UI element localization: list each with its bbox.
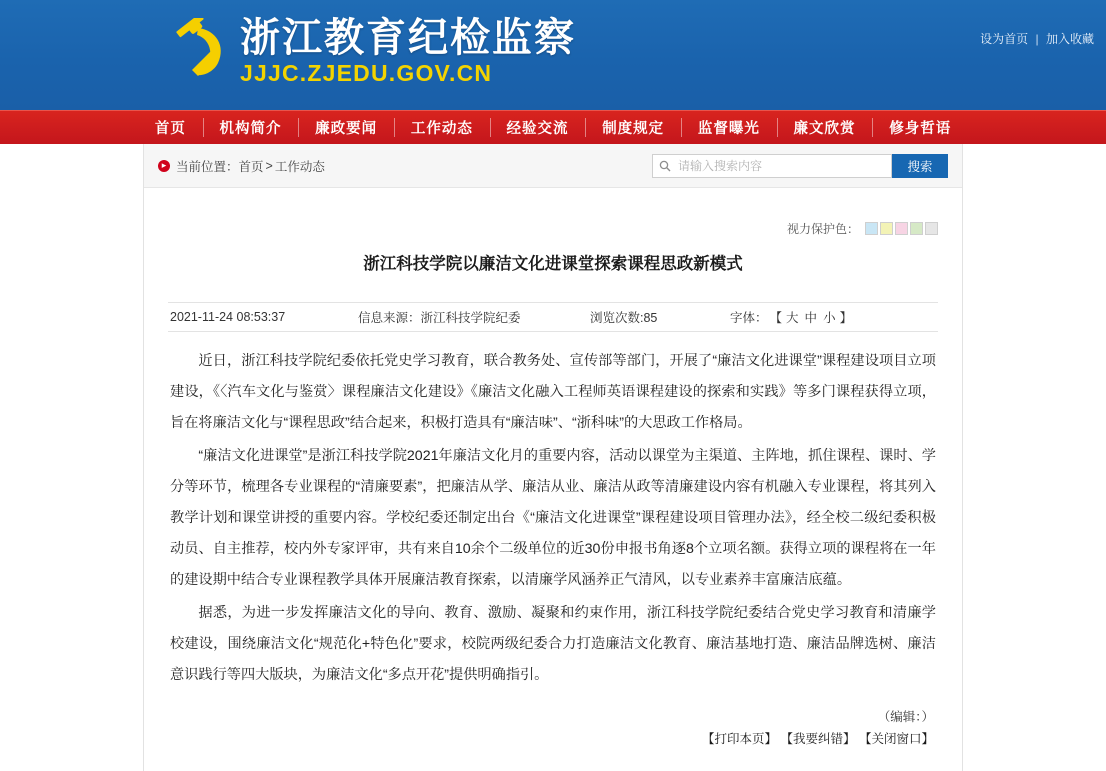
breadcrumb-marker-icon: ▸	[158, 160, 170, 172]
header-utility-links	[980, 30, 1094, 47]
search-area	[652, 154, 948, 178]
eye-protection-swatches	[863, 222, 938, 235]
article-views-count: 85	[643, 311, 658, 326]
breadcrumb-bar	[144, 144, 962, 188]
nav-item-organization[interactable]: 机构简介	[203, 111, 299, 144]
article-source-value: 浙江科技学院纪委	[420, 311, 521, 326]
set-homepage-link[interactable]: 设为首页	[980, 32, 1029, 46]
article-paragraph: “廉洁文化进课堂”是浙江科技学院2021年廉洁文化月的重要内容，活动以课堂为主渠道、主阵地，抓住课程、课时、学分等环节，梳理各专业课程的“清廉要素”，把廉洁从学、廉洁从业、廉洁从政等清廉建设内容有机融入专业课程，将其列入教学计划和课堂讲授的重要内容。学校纪委还制定出台《“廉洁文化进课堂”课程建设项目管理办法》，经全校二级纪委积极动员、自主推荐，校内外专家评审，共有来自10余个二级单位的近30份申报书角逐8个立项名额。获得立项的课程将在一年的建设期中结合专业课程教学具体开展廉洁教育探索，以清廉学风涵养正气清风，以专业素养丰富廉洁底蕴。	[170, 448, 936, 589]
article-date: 2021-11-24 08:53:37	[170, 310, 286, 325]
breadcrumb-item-home[interactable]: 首页	[238, 159, 264, 174]
print-page-link[interactable]: 【打印本页】	[701, 732, 777, 747]
article-views-label: 浏览次数:	[590, 311, 644, 326]
article-body	[168, 332, 938, 701]
article-source-label: 信息来源：	[358, 311, 421, 326]
site-header	[0, 0, 1106, 110]
breadcrumb-prefix: 当前位置：	[176, 159, 239, 174]
main-navigation	[0, 110, 1106, 144]
font-size-small[interactable]: 小	[823, 311, 836, 326]
article-title: 浙江科技学院以廉洁文化进课堂探索课程思政新模式	[363, 255, 743, 273]
article	[144, 188, 962, 771]
article-actions	[168, 727, 938, 761]
nav-item-regulations[interactable]: 制度规定	[585, 111, 681, 144]
color-swatch-gray[interactable]	[925, 222, 938, 235]
content-column	[143, 144, 963, 771]
search-button[interactable]: 搜索	[892, 154, 948, 178]
nav-item-self-cultivation[interactable]: 修身哲语	[872, 111, 968, 144]
search-input[interactable]	[676, 158, 885, 174]
report-error-link[interactable]: 【我要纠错】	[780, 732, 856, 747]
font-size-large[interactable]: 大	[786, 311, 799, 326]
article-source	[358, 308, 590, 326]
nav-item-integrity-news[interactable]: 廉政要闻	[298, 111, 394, 144]
site-title-en: JJJC.ZJEDU.GOV.CN	[240, 60, 493, 86]
nav-item-supervision-exposure[interactable]: 监督曝光	[681, 111, 777, 144]
eye-protection-color-picker	[168, 220, 938, 237]
color-swatch-yellow[interactable]	[880, 222, 893, 235]
color-swatch-pink[interactable]	[895, 222, 908, 235]
breadcrumb-separator: >	[265, 158, 273, 173]
party-emblem-icon	[168, 18, 230, 84]
close-window-link[interactable]: 【关闭窗口】	[858, 732, 934, 747]
article-views	[590, 308, 730, 326]
search-field-wrapper[interactable]	[652, 154, 892, 178]
nav-item-experience-exchange[interactable]: 经验交流	[490, 111, 586, 144]
add-favorite-link[interactable]: 加入收藏	[1045, 32, 1094, 46]
eye-protection-label: 视力保护色：	[786, 222, 859, 236]
font-bracket-close: 】	[839, 311, 853, 326]
nav-item-home[interactable]: 首页	[154, 121, 186, 137]
site-title-cn: 浙江教育纪检监察	[240, 16, 576, 60]
nav-item-integrity-literature[interactable]: 廉文欣赏	[777, 111, 873, 144]
article-paragraph: 近日，浙江科技学院纪委依托党史学习教育，联合教务处、宣传部等部门，开展了“廉洁文化进课堂”课程建设项目立项建设，《〈汽车文化与鉴赏〉课程廉洁文化建设》《廉洁文化融入工程师英语课程建设的探索和实践》等多门课程获得立项，旨在将廉洁文化与“课程思政”结合起来，积极打造具有“廉洁味”、“浙科味”的大思政工作格局。	[170, 353, 936, 432]
article-meta	[168, 302, 938, 332]
nav-item-work-updates[interactable]: 工作动态	[394, 111, 490, 144]
utility-link-separator: |	[1035, 32, 1039, 46]
search-icon	[659, 160, 671, 172]
font-bracket-open: 【	[769, 311, 783, 326]
breadcrumb-item-current[interactable]: 工作动态	[274, 159, 325, 174]
site-logo[interactable]	[168, 16, 576, 86]
article-paragraph: 据悉，为进一步发挥廉洁文化的导向、教育、激励、凝聚和约束作用，浙江科技学院纪委结合党史学习教育和清廉学校建设，围绕廉洁文化“规范化+特色化”要求，校院两级纪委合力打造廉洁文化教育、廉洁基地打造、廉洁品牌选树、廉洁意识践行等四大版块，为廉洁文化“多点开花”提供明确指引。	[170, 605, 936, 684]
font-size-label: 字体：	[730, 311, 768, 326]
color-swatch-green[interactable]	[910, 222, 923, 235]
breadcrumb	[158, 157, 325, 175]
font-size-medium[interactable]: 中	[804, 311, 818, 326]
font-size-control	[730, 308, 852, 326]
color-swatch-blue[interactable]	[865, 222, 878, 235]
article-editor: （编辑：）	[877, 710, 934, 725]
